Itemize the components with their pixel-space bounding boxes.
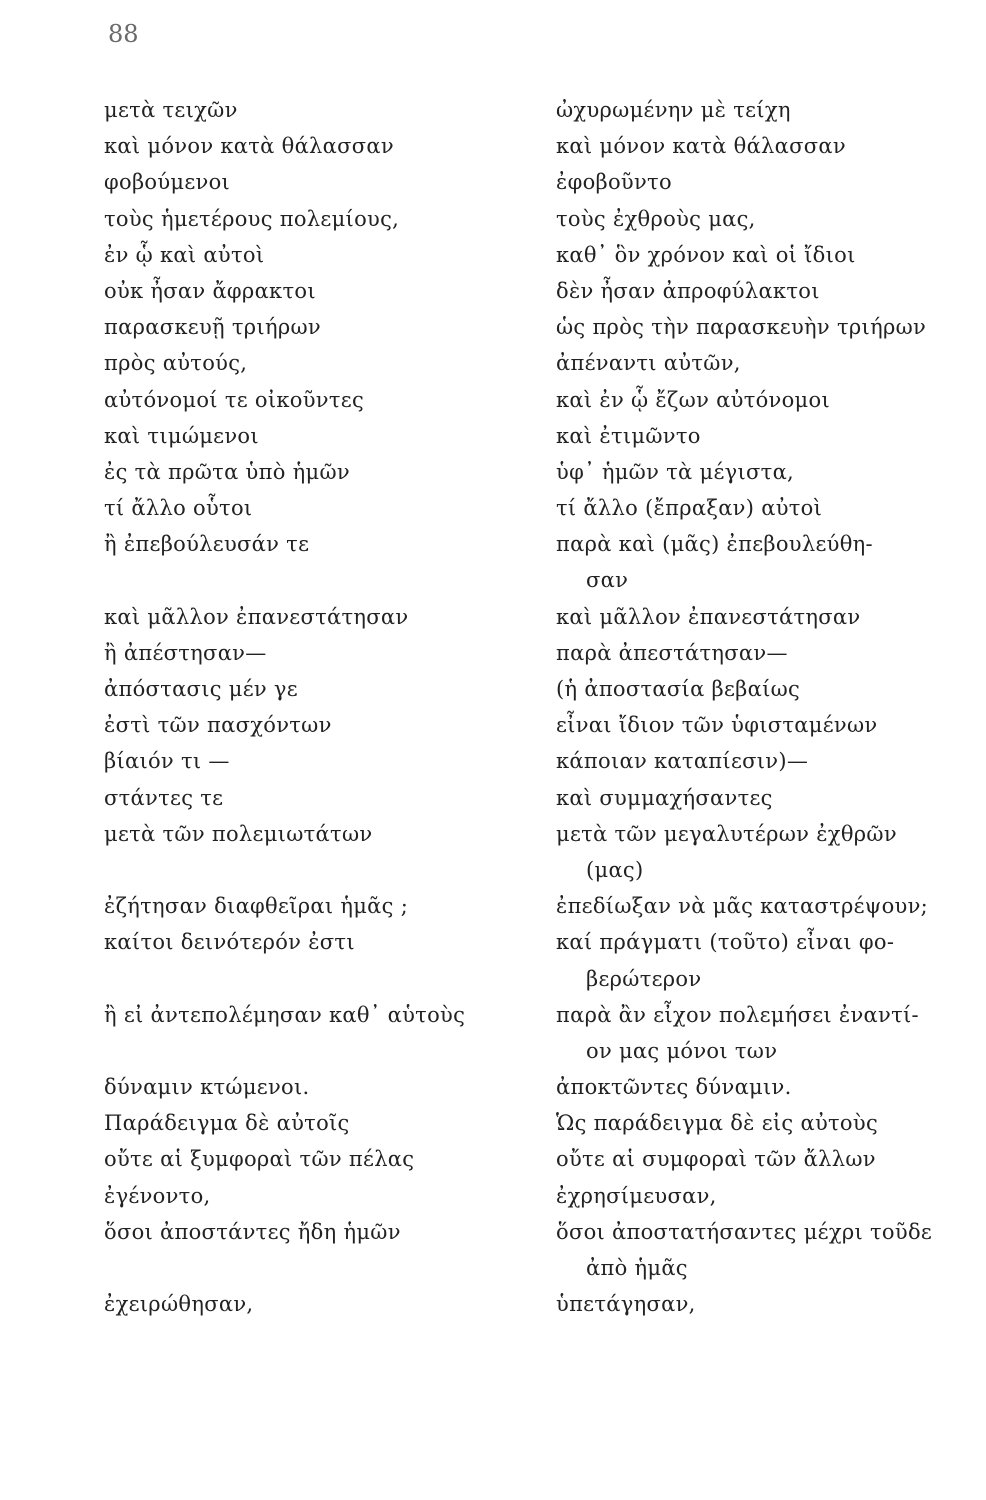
translation-line: ἐφοβοῦντο — [556, 170, 672, 195]
ancient-text-line: παρασκευῇ τριήρων — [104, 315, 321, 340]
translation-line: οὔτε αἱ συμφοραὶ τῶν ἄλλων — [556, 1147, 876, 1172]
translation-line: παρὰ ἀπεστάτησαν— — [556, 640, 788, 665]
translation-line: ἀποκτῶντες δύναμιν. — [556, 1075, 792, 1100]
translation-line: (ἡ ἀποστασία βεβαίως — [556, 677, 801, 701]
translation-line: καὶ ἐτιμῶντο — [556, 423, 701, 448]
translation-line: (μας) — [586, 857, 644, 882]
translation-line: καὶ συμμαχήσαντες — [556, 785, 773, 810]
ancient-text-line: πρὸς αὐτούς, — [104, 351, 248, 376]
ancient-text-line: τοὺς ἡμετέρους πολεμίους, — [104, 206, 400, 231]
translation-line: ὑπετάγησαν, — [556, 1292, 696, 1317]
translation-line: καὶ μᾶλλον ἐπανεστάτησαν — [556, 604, 861, 629]
ancient-text-line: φοβούμενοι — [104, 170, 231, 195]
ancient-text-line: τί ἄλλο οὗτοι — [104, 496, 253, 521]
translation-line: ἀπὸ ἡμᾶς — [586, 1256, 688, 1280]
ancient-text-line: μετὰ τῶν πολεμιωτάτων — [104, 821, 373, 846]
page-number: 88 — [108, 20, 139, 48]
translation-line: τί ἄλλο (ἔπραξαν) αὐτοὶ — [556, 496, 823, 521]
translation-line: μετὰ τῶν μεγαλυτέρων ἐχθρῶν — [556, 821, 897, 846]
translation-line: ὅσοι ἀποστατήσαντες μέχρι τοῦδε — [556, 1219, 933, 1244]
translation-line: ἀπέναντι αὐτῶν, — [556, 351, 741, 376]
translation-line: σαν — [586, 568, 629, 593]
translation-line: εἶναι ἴδιον τῶν ὑφισταμένων — [556, 713, 878, 738]
ancient-text-line: βίαιόν τι — — [104, 749, 230, 774]
ancient-text-line: ἐστὶ τῶν πασχόντων — [104, 713, 332, 738]
ancient-text-line: ἐγένοντο, — [104, 1183, 211, 1208]
ancient-text-line: ἐν ᾧ καὶ αὐτοὶ — [104, 242, 265, 267]
translation-line: Ὡς παράδειγμα δὲ εἰς αὐτοὺς — [556, 1111, 879, 1136]
ancient-text-line: οὐκ ἦσαν ἄφρακτοι — [104, 278, 316, 303]
translation-line: παρὰ καὶ (μᾶς) ἐπεβουλεύθη- — [556, 532, 873, 557]
translation-line: κάποιαν καταπίεσιν)— — [556, 749, 809, 774]
ancient-text-line — [104, 562, 524, 598]
translation-line: καὶ ἐν ᾧ ἔζων αὐτόνομοι — [556, 387, 830, 412]
ancient-text-line: οὔτε αἱ ξυμφοραὶ τῶν πέλας — [104, 1147, 415, 1172]
translation-line: ὑφ᾽ ἡμῶν τὰ μέγιστα, — [556, 459, 795, 484]
translation-line: ἐχρησίμευσαν, — [556, 1183, 717, 1208]
ancient-text-line — [104, 961, 524, 997]
translation-line: καί πράγματι (τοῦτο) εἶναι φο- — [556, 930, 895, 955]
ancient-text-line: ἐς τὰ πρῶτα ὑπὸ ἡμῶν — [104, 459, 350, 484]
translation-line: ὡς πρὸς τὴν παρασκευὴν τριήρων — [556, 315, 927, 340]
ancient-text-line: καίτοι δεινότερόν ἐστι — [104, 930, 355, 955]
ancient-text-line: αὐτόνομοί τε οἰκοῦντες — [104, 387, 365, 412]
modern-greek-translation-column — [556, 92, 976, 1322]
ancient-text-line: καὶ μόνον κατὰ θάλασσαν — [104, 134, 394, 159]
translation-line: ον μας μόνοι των — [586, 1038, 778, 1063]
ancient-text-line: στάντες τε — [104, 785, 224, 810]
translation-line: βερώτερον — [586, 966, 702, 991]
ancient-text-line: καὶ τιμώμενοι — [104, 423, 259, 448]
ancient-text-line: ἢ ἀπέστησαν— — [104, 640, 267, 665]
ancient-text-line — [104, 852, 524, 888]
ancient-text-line — [104, 1250, 524, 1286]
ancient-text-line: ἐζήτησαν διαφθεῖραι ἡμᾶς ; — [104, 894, 409, 919]
translation-line: καθ᾽ ὃν χρόνον καὶ οἱ ἴδιοι — [556, 242, 856, 267]
ancient-text-line: δύναμιν κτώμενοι. — [104, 1075, 310, 1100]
ancient-text-line: ἀπόστασις μέν γε — [104, 677, 298, 701]
ancient-text-line — [104, 1033, 524, 1069]
ancient-text-line: καὶ μᾶλλον ἐπανεστάτησαν — [104, 604, 409, 629]
ancient-text-line: ἢ εἰ ἀντεπολέμησαν καθ᾽ αὑτοὺς — [104, 1002, 466, 1027]
ancient-greek-text-column — [104, 92, 524, 1322]
translation-line: ἐπεδίωξαν νὰ μᾶς καταστρέψουν; — [556, 894, 929, 919]
translation-line: καὶ μόνον κατὰ θάλασσαν — [556, 134, 846, 159]
translation-line: δὲν ἦσαν ἀπροφύλακτοι — [556, 278, 820, 303]
translation-line: τοὺς ἐχθροὺς μας, — [556, 206, 756, 231]
ancient-text-line: ἢ ἐπεβούλευσάν τε — [104, 532, 310, 557]
ancient-text-line: ὅσοι ἀποστάντες ἤδη ἡμῶν — [104, 1219, 401, 1244]
ancient-text-line: Παράδειγμα δὲ αὐτοῖς — [104, 1111, 350, 1136]
ancient-text-line: μετὰ τειχῶν — [104, 98, 238, 122]
translation-line: ὠχυρωμένην μὲ τείχη — [556, 98, 791, 122]
translation-line: παρὰ ἂν εἶχον πολεμήσει ἐναντί- — [556, 1002, 919, 1027]
ancient-text-line: ἐχειρώθησαν, — [104, 1292, 254, 1317]
